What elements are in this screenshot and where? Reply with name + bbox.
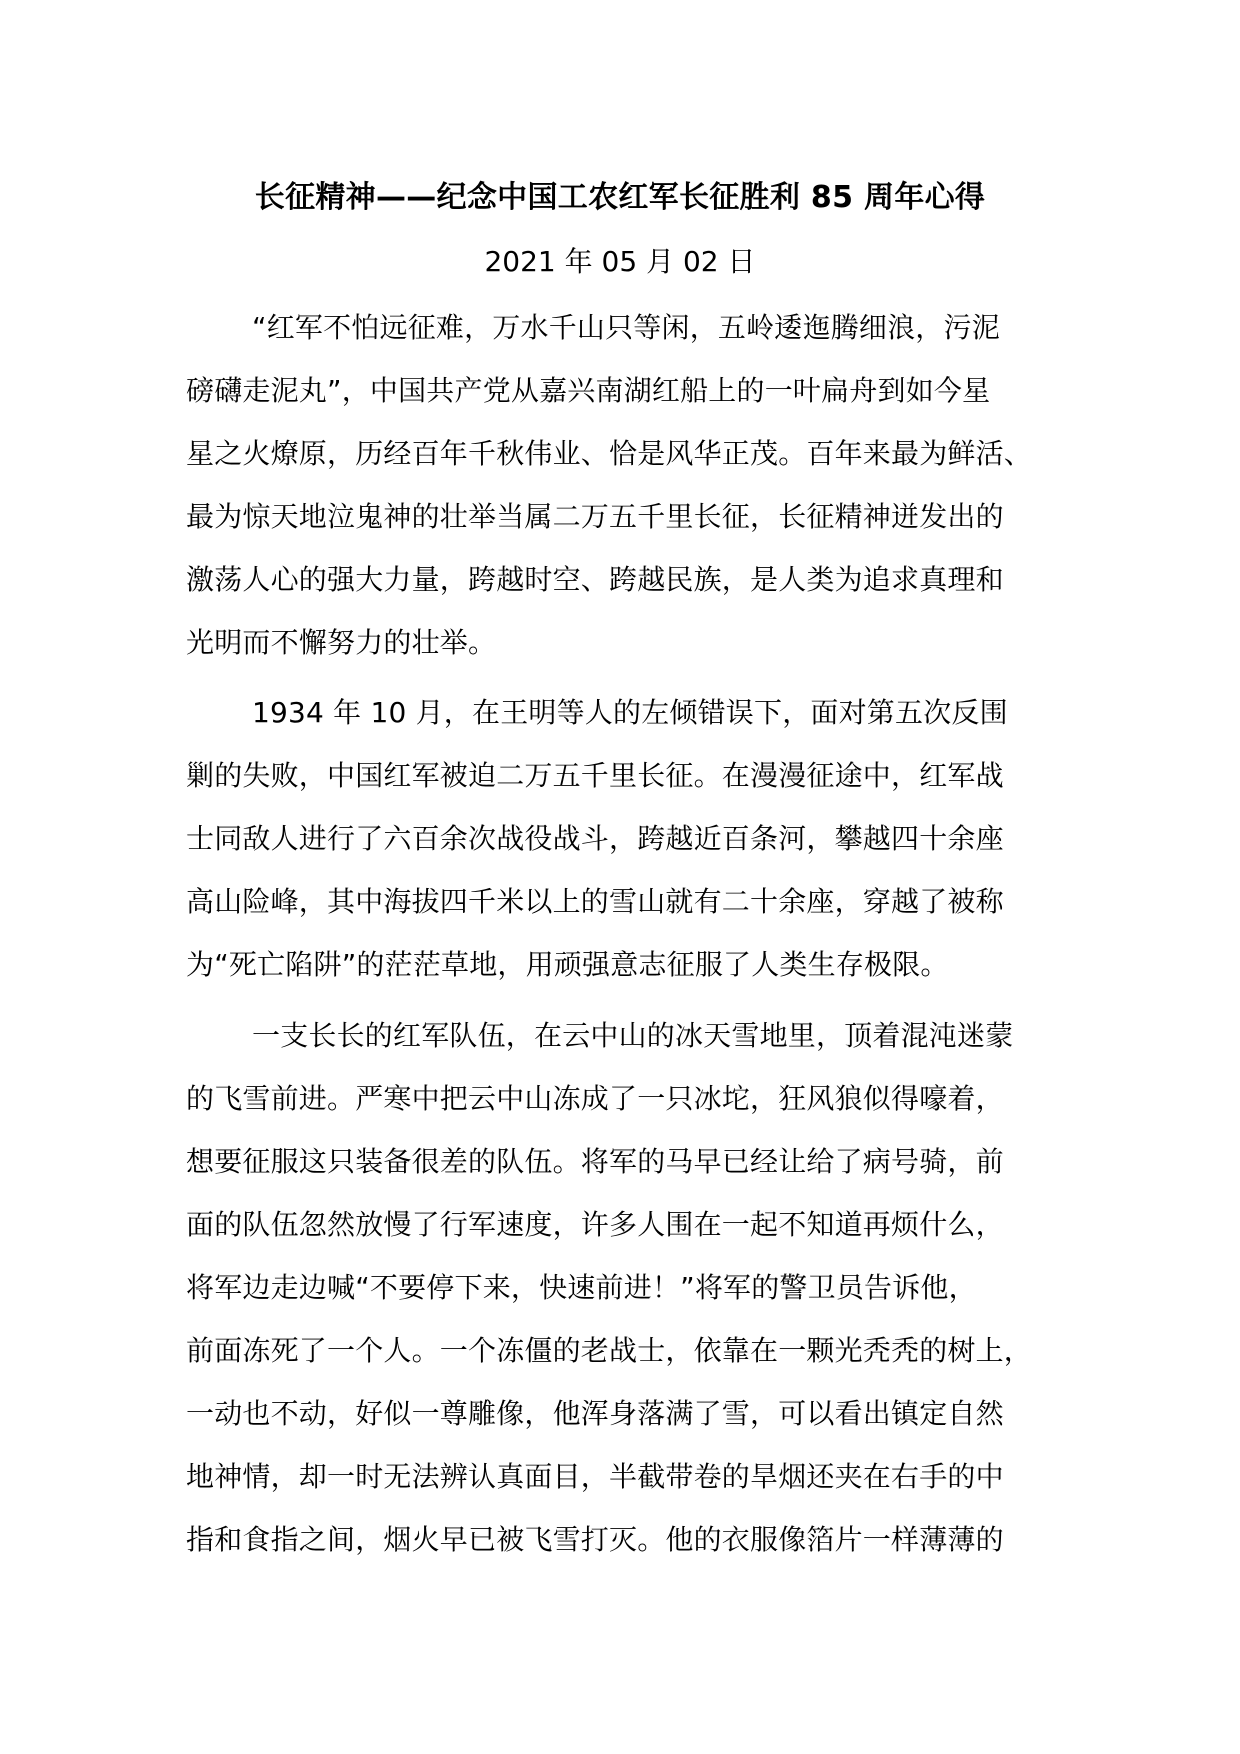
paragraph-line: 光明而不懈努力的壮举。 <box>186 626 497 659</box>
paragraph-line: 士同敌人进行了六百余次战役战斗，跨越近百条河，攀越四十余座 <box>186 822 1004 855</box>
paragraph-line: 的飞雪前进。严寒中把云中山冻成了一只冰坨，狂风狼似得嚎着， <box>186 1082 1004 1115</box>
paragraph-line: 将军边走边喊“不要停下来，快速前进！”将军的警卫员告诉他， <box>186 1271 977 1304</box>
document-date: 2021 年 05 月 02 日 <box>484 245 756 278</box>
paragraph-line: 想要征服这只装备很差的队伍。将军的马早已经让给了病号骑，前 <box>186 1145 1004 1178</box>
paragraph-line: 前面冻死了一个人。一个冻僵的老战士，依靠在一颗光秃秃的树上， <box>186 1334 1033 1367</box>
document-title: 长征精神——纪念中国工农红军长征胜利 85 周年心得 <box>254 180 986 215</box>
paragraph-line: 星之火燎原，历经百年千秋伟业、恰是风华正茂。百年来最为鲜活、 <box>186 437 1033 470</box>
paragraph-line: 一支长长的红军队伍，在云中山的冰天雪地里，顶着混沌迷蒙 <box>252 1019 1014 1052</box>
paragraph-line: 指和食指之间，烟火早已被飞雪打灭。他的衣服像箔片一样薄薄的 <box>186 1523 1004 1556</box>
paragraph-line: 地神情，却一时无法辨认真面目，半截带卷的旱烟还夹在右手的中 <box>186 1460 1004 1493</box>
paragraph-line: 一动也不动，好似一尊雕像，他浑身落满了雪，可以看出镇定自然 <box>186 1397 1004 1430</box>
paragraph-line: “红军不怕远征难，万水千山只等闲，五岭逶迤腾细浪，污泥 <box>252 311 1000 344</box>
paragraph-line: 剿的失败，中国红军被迫二万五千里长征。在漫漫征途中，红军战 <box>186 759 1004 792</box>
paragraph-line: 最为惊天地泣鬼神的壮举当属二万五千里长征，长征精神迸发出的 <box>186 500 1004 533</box>
paragraph-line: 1934 年 10 月，在王明等人的左倾错误下，面对第五次反围 <box>252 696 1008 729</box>
paragraph-line: 高山险峰，其中海拔四千米以上的雪山就有二十余座，穿越了被称 <box>186 885 1004 918</box>
paragraph-line: 激荡人心的强大力量，跨越时空、跨越民族，是人类为追求真理和 <box>186 563 1004 596</box>
paragraph-line: 为“死亡陷阱”的茫茫草地，用顽强意志征服了人类生存极限。 <box>186 948 949 981</box>
paragraph-line: 面的队伍忽然放慢了行军速度，许多人围在一起不知道再烦什么， <box>186 1208 1004 1241</box>
paragraph-line: 磅礴走泥丸”，中国共产党从嘉兴南湖红船上的一叶扁舟到如今星 <box>186 374 991 407</box>
